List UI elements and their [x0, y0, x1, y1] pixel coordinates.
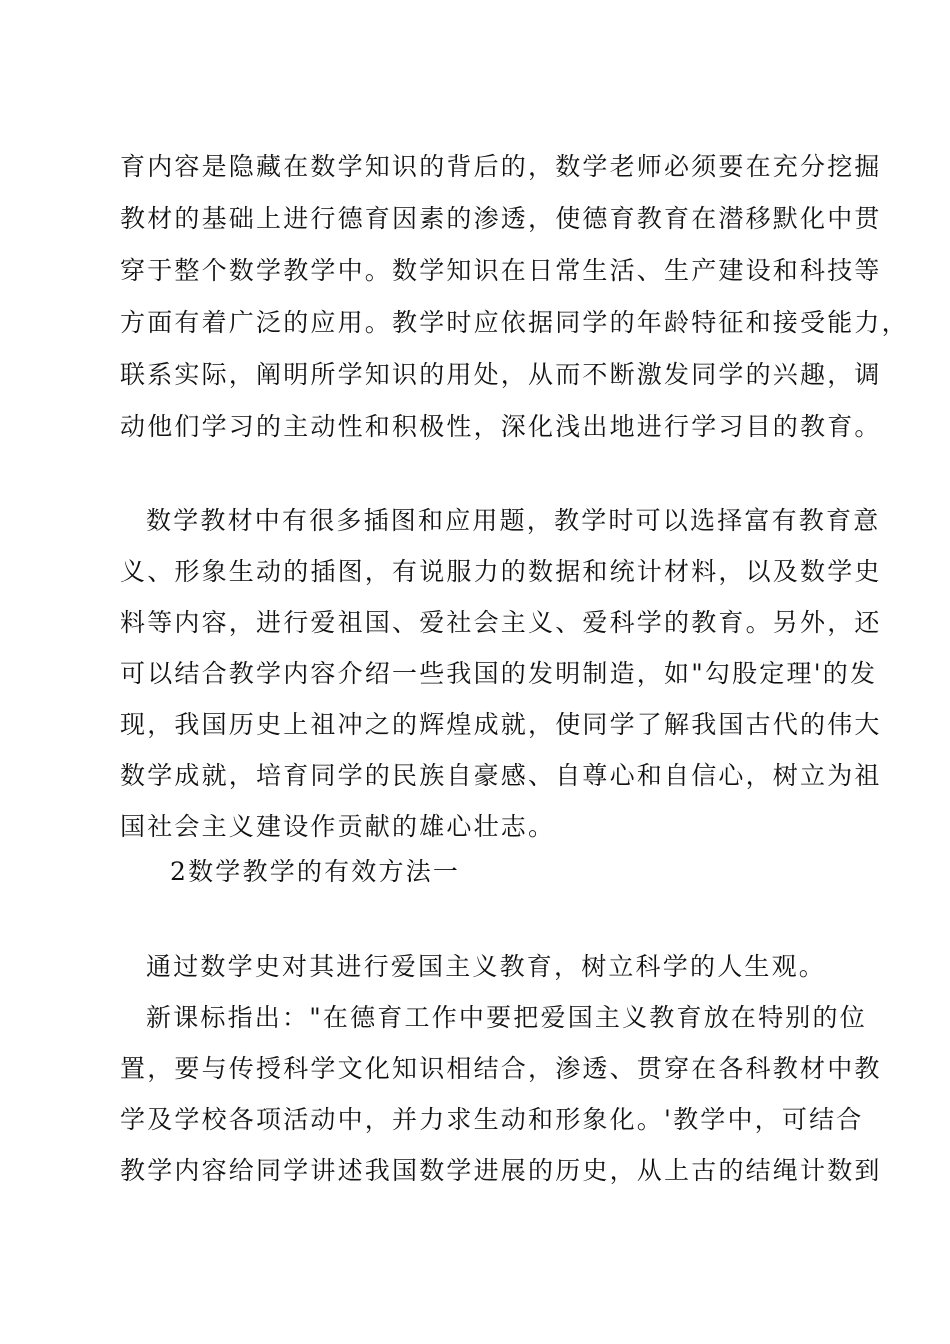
paragraph-line: 通过数学史对其进行爱国主义教育，树立科学的人生观。 — [146, 952, 827, 981]
paragraph-line: 方面有着广泛的应用。教学时应依据同学的年龄特征和接受能力， — [120, 308, 909, 337]
paragraph-line: 学及学校各项活动中，并力求生动和形象化。'教学中，可结合 — [120, 1105, 864, 1134]
paragraph-line: 置，要与传授科学文化知识相结合，渗透、贯穿在各科教材中教 — [120, 1054, 882, 1083]
paragraph-line: 数学成就，培育同学的民族自豪感、自尊心和自信心，树立为祖 — [120, 761, 882, 790]
paragraph-line: 教学内容给同学讲述我国数学进展的历史，从上古的结绳计数到 — [120, 1156, 882, 1185]
paragraph-line: 教材的基础上进行德育因素的渗透，使德育教育在潜移默化中贯 — [120, 204, 882, 233]
paragraph-line: 新课标指出："在德育工作中要把爱国主义教育放在特别的位 — [146, 1003, 867, 1032]
paragraph-line: 现，我国历史上祖冲之的辉煌成就，使同学了解我国古代的伟大 — [120, 710, 882, 739]
paragraph-line: 可以结合教学内容介绍一些我国的发明制造，如"勾股定理'的发 — [120, 659, 878, 688]
paragraph-line: 动他们学习的主动性和积极性，深化浅出地进行学习目的教育。 — [120, 412, 882, 441]
section-heading: 2数学教学的有效方法一 — [170, 857, 461, 886]
paragraph-line: 国社会主义建设作贡献的雄心壮志。 — [120, 812, 556, 841]
paragraph-line: 数学教材中有很多插图和应用题，教学时可以选择富有教育意 — [146, 506, 881, 535]
paragraph-line: 联系实际，阐明所学知识的用处，从而不断激发同学的兴趣，调 — [120, 360, 882, 389]
paragraph-line: 义、形象生动的插图，有说服力的数据和统计材料，以及数学史 — [120, 557, 882, 586]
paragraph-line: 料等内容，进行爱祖国、爱社会主义、爱科学的教育。另外，还 — [120, 608, 882, 637]
paragraph-line: 育内容是隐藏在数学知识的背后的，数学老师必须要在充分挖掘 — [120, 152, 882, 181]
paragraph-line: 穿于整个数学教学中。数学知识在日常生活、生产建设和科技等 — [120, 256, 882, 285]
